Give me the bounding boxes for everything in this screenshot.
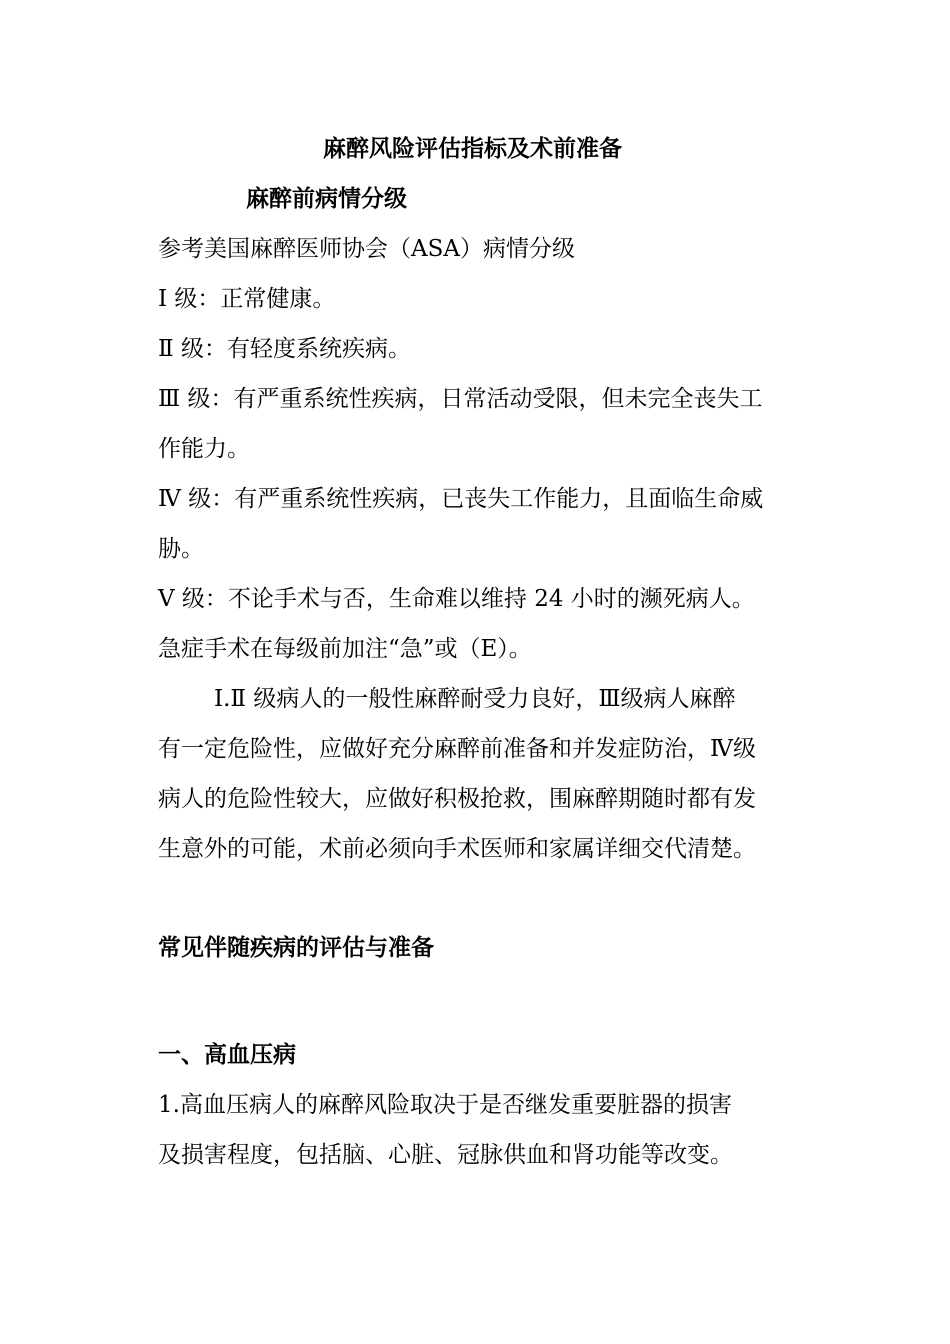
paragraph-line-2: 有一定危险性，应做好充分麻醉前准备和并发症防治，Ⅳ级 xyxy=(158,736,756,762)
item-1-line-1: 1.高血压病人的麻醉风险取决于是否继发重要脏器的损害 xyxy=(158,1092,732,1118)
document-title: 麻醉风险评估指标及术前准备 xyxy=(323,136,622,162)
grade-1-text: Ⅰ 级：正常健康。 xyxy=(158,286,336,312)
paragraph-line-1: Ⅰ.Ⅱ 级病人的一般性麻醉耐受力良好，Ⅲ级病人麻醉 xyxy=(214,686,736,712)
grade-3-text-line-1: Ⅲ 级：有严重系统性疾病，日常活动受限，但未完全丧失工 xyxy=(158,386,763,412)
subsection-heading-hypertension: 一、高血压病 xyxy=(158,1042,296,1068)
grade-4-text-line-1: Ⅳ 级：有严重系统性疾病，已丧失工作能力，且面临生命威 xyxy=(158,486,764,512)
item-1-line-2: 及损害程度，包括脑、心脏、冠脉供血和肾功能等改变。 xyxy=(158,1142,733,1168)
asa-intro-text: 参考美国麻醉医师协会（ASA）病情分级 xyxy=(158,236,575,262)
grade-5-text: Ⅴ 级：不论手术与否，生命难以维持 24 小时的濒死病人。 xyxy=(158,586,755,612)
paragraph-line-4: 生意外的可能，术前必须向手术医师和家属详细交代清楚。 xyxy=(158,836,756,862)
section-heading-preanesthesia-grading: 麻醉前病情分级 xyxy=(246,186,407,212)
grade-2-text: Ⅱ 级：有轻度系统疾病。 xyxy=(158,336,411,362)
emergency-note: 急症手术在每级前加注“急”或（E）。 xyxy=(158,636,532,662)
grade-4-text-line-2: 胁。 xyxy=(158,536,204,562)
paragraph-line-3: 病人的危险性较大，应做好积极抢救，围麻醉期随时都有发 xyxy=(158,786,756,812)
section-heading-comorbidities: 常见伴随疾病的评估与准备 xyxy=(158,935,434,961)
grade-3-text-line-2: 作能力。 xyxy=(158,436,250,462)
